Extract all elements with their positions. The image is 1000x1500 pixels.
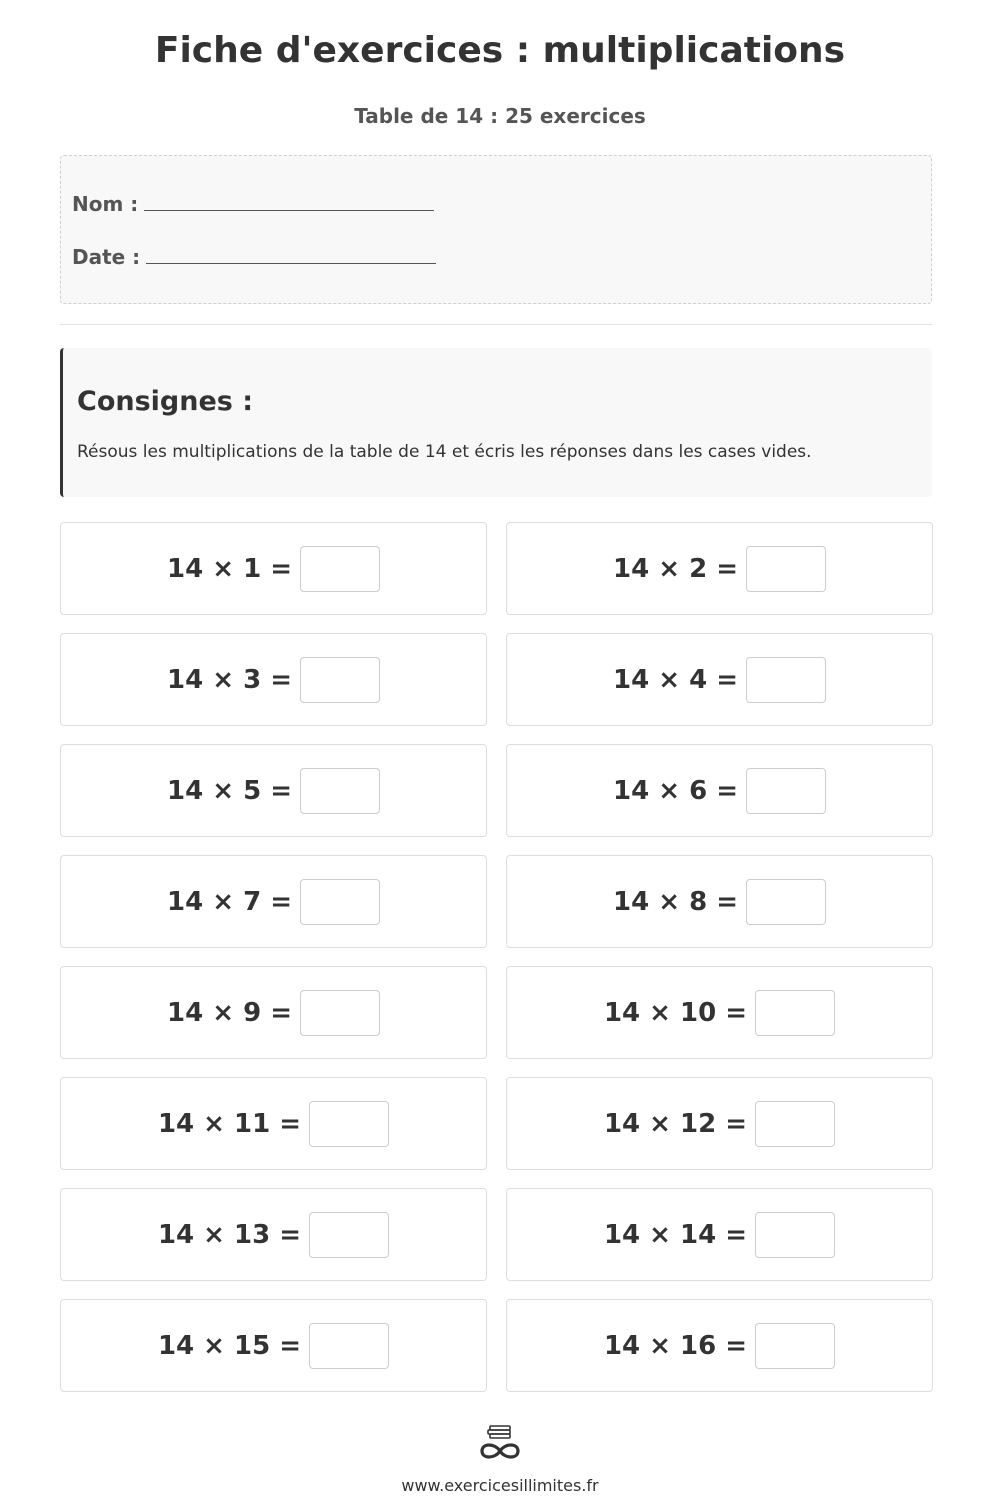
exercise-problem: 14 × 11 = — [157, 1108, 302, 1139]
section-divider — [60, 324, 932, 325]
exercise-problem: 14 × 14 = — [603, 1219, 748, 1250]
answer-input[interactable] — [755, 1212, 835, 1258]
page-subtitle: Table de 14 : 25 exercices — [354, 104, 646, 128]
answer-input[interactable] — [309, 1323, 389, 1369]
date-field — [72, 245, 436, 269]
infinity-books-icon — [474, 1422, 526, 1462]
exercise-problem: 14 × 1 = — [167, 553, 292, 584]
name-field — [72, 192, 434, 216]
exercise-problem: 14 × 4 = — [613, 664, 738, 695]
exercise-problem: 14 × 6 = — [613, 775, 738, 806]
answer-input[interactable] — [300, 657, 380, 703]
exercise-card — [60, 1188, 487, 1281]
exercise-card — [60, 744, 487, 837]
answer-input[interactable] — [755, 1323, 835, 1369]
exercise-card — [60, 522, 487, 615]
answer-input[interactable] — [755, 1101, 835, 1147]
exercise-card — [60, 633, 487, 726]
exercise-problem: 14 × 8 = — [613, 886, 738, 917]
answer-input[interactable] — [309, 1212, 389, 1258]
exercise-grid — [60, 522, 933, 1392]
date-line[interactable] — [146, 245, 436, 264]
answer-input[interactable] — [755, 990, 835, 1036]
exercise-card — [506, 1077, 933, 1170]
date-label: Date : — [72, 245, 141, 269]
answer-input[interactable] — [746, 657, 826, 703]
exercise-problem: 14 × 2 = — [613, 553, 738, 584]
exercise-card — [506, 1188, 933, 1281]
answer-input[interactable] — [746, 768, 826, 814]
exercise-problem: 14 × 5 = — [167, 775, 292, 806]
exercise-problem: 14 × 9 = — [167, 997, 292, 1028]
answer-input[interactable] — [746, 879, 826, 925]
exercise-card — [506, 1299, 933, 1392]
answer-input[interactable] — [300, 546, 380, 592]
answer-input[interactable] — [300, 990, 380, 1036]
answer-input[interactable] — [300, 768, 380, 814]
instructions-box — [60, 348, 932, 497]
exercise-problem: 14 × 12 = — [603, 1108, 748, 1139]
exercise-card — [506, 966, 933, 1059]
answer-input[interactable] — [300, 879, 380, 925]
instructions-title: Consignes : — [77, 386, 254, 417]
exercise-card — [60, 1077, 487, 1170]
student-info-box — [60, 155, 932, 304]
footer-url[interactable]: www.exercicesillimites.fr — [401, 1476, 599, 1495]
exercise-card — [506, 855, 933, 948]
exercise-card — [60, 966, 487, 1059]
exercise-card — [60, 1299, 487, 1392]
exercise-problem: 14 × 16 = — [603, 1330, 748, 1361]
name-label: Nom : — [72, 192, 139, 216]
exercise-problem: 14 × 10 = — [603, 997, 748, 1028]
exercise-problem: 14 × 7 = — [167, 886, 292, 917]
answer-input[interactable] — [309, 1101, 389, 1147]
exercise-card — [506, 522, 933, 615]
exercise-card — [506, 744, 933, 837]
exercise-problem: 14 × 13 = — [157, 1219, 302, 1250]
name-line[interactable] — [144, 192, 434, 211]
exercise-problem: 14 × 3 = — [167, 664, 292, 695]
answer-input[interactable] — [746, 546, 826, 592]
exercise-card — [506, 633, 933, 726]
exercise-card — [60, 855, 487, 948]
page-title: Fiche d'exercices : multiplications — [154, 30, 846, 71]
exercise-problem: 14 × 15 = — [157, 1330, 302, 1361]
instructions-text: Résous les multiplications de la table de 14 et écris les réponses dans les cases vides. — [77, 442, 812, 462]
